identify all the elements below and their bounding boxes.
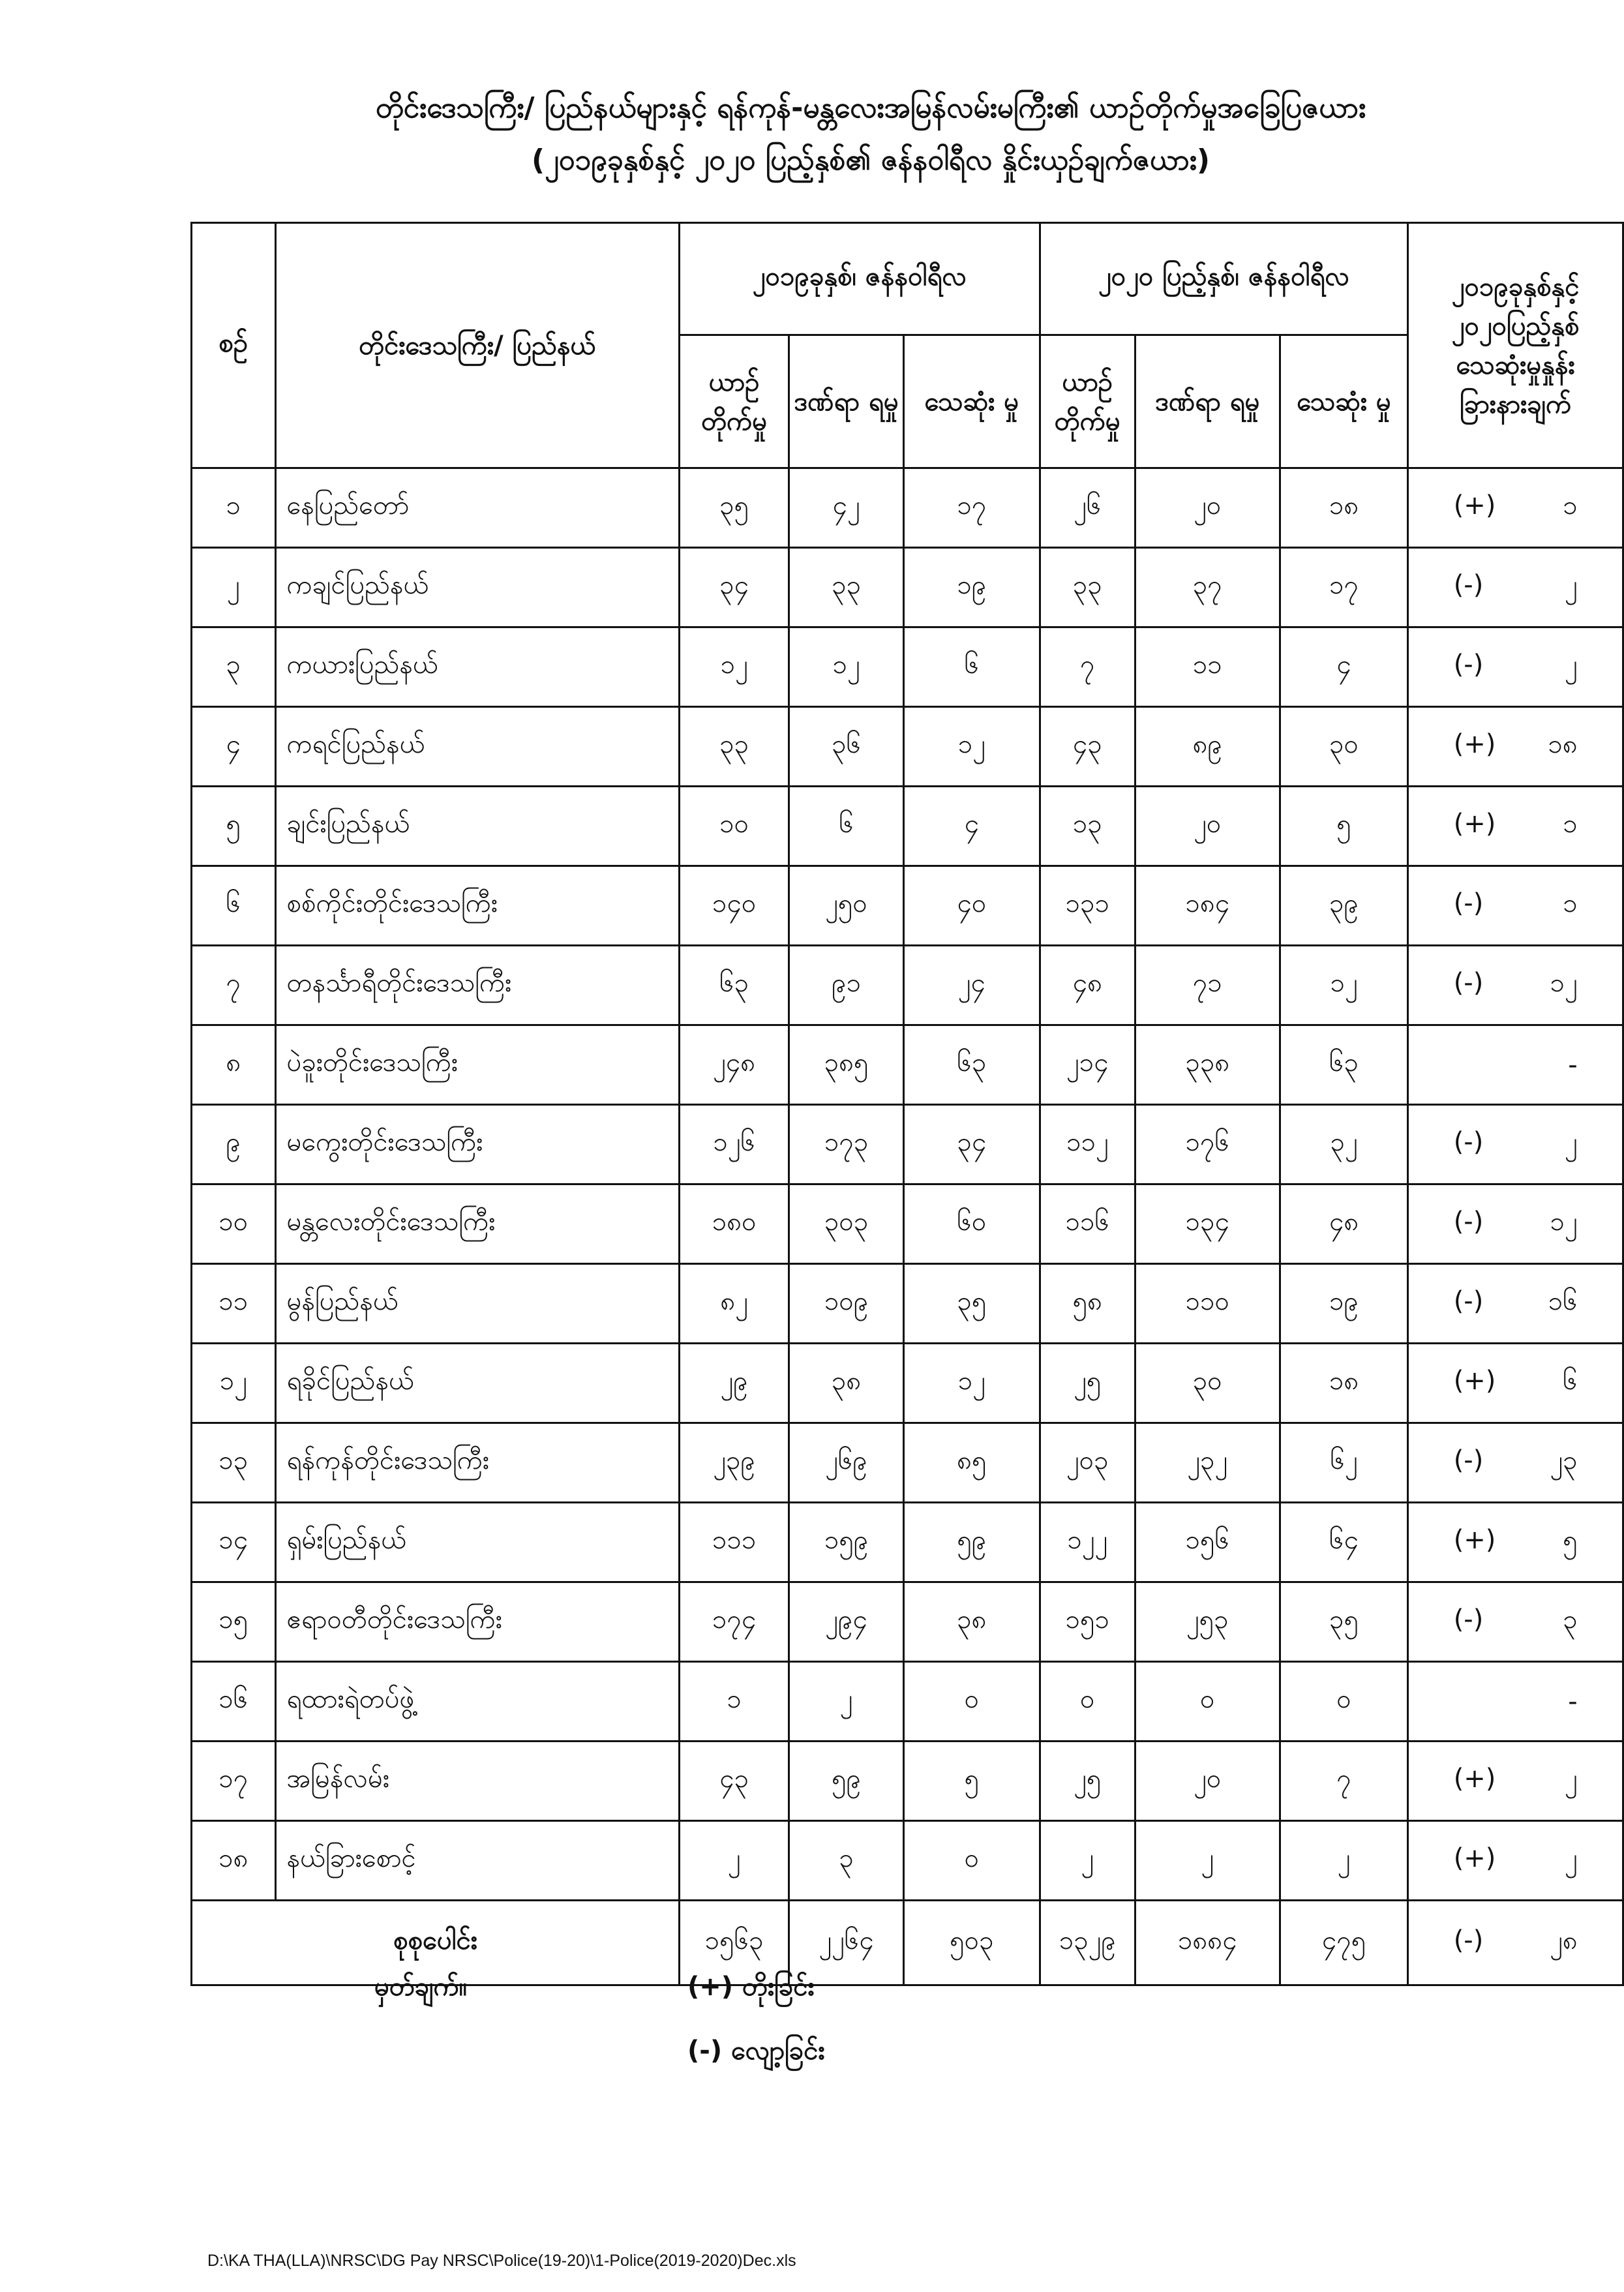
table-row	[192, 1662, 1623, 1742]
row-region-name: ရထားရဲတပ်ဖွဲ့	[275, 1662, 680, 1742]
row-deaths-2019: ၁၉	[903, 548, 1040, 627]
row-difference-sign: (+)	[1453, 809, 1496, 839]
row-difference-sign: (-)	[1453, 968, 1484, 998]
table-row	[192, 1742, 1623, 1821]
row-region-name: မွန်ပြည်နယ်	[275, 1264, 680, 1344]
row-serial: ၁၆	[192, 1662, 276, 1742]
row-difference-value: ၂	[1565, 1764, 1578, 1794]
row-difference-value: ၂	[1565, 570, 1578, 600]
row-region-name: ဧရာဝတီတိုင်းဒေသကြီး	[275, 1582, 680, 1662]
row-deaths-2020: ၃၀	[1280, 707, 1408, 787]
row-injured-2019: ၅၉	[789, 1742, 904, 1821]
row-deaths-2020: ၀	[1280, 1662, 1408, 1742]
row-serial: ၇	[192, 946, 276, 1025]
row-region-name: မကွေးတိုင်းဒေသကြီး	[275, 1105, 680, 1184]
row-deaths-2019: ၄၀	[903, 866, 1040, 946]
row-accidents-2019: ၁၄၀	[680, 866, 789, 946]
table-row	[192, 1344, 1623, 1423]
row-accidents-2019: ၂၃၉	[680, 1423, 789, 1503]
row-injured-2020: ၁၃၄	[1135, 1184, 1280, 1264]
row-accidents-2019: ၁၈၀	[680, 1184, 789, 1264]
row-accidents-2020: ၁၁၂	[1040, 1105, 1135, 1184]
row-injured-2019: ၁၅၉	[789, 1503, 904, 1582]
table-row	[192, 1264, 1623, 1344]
row-accidents-2019: ၃၅	[680, 468, 789, 548]
header-row-1	[192, 223, 1623, 335]
row-injured-2019: ၃၃	[789, 548, 904, 627]
row-deaths-2019: ၀	[903, 1662, 1040, 1742]
row-difference-sign: (-)	[1453, 570, 1484, 600]
row-accidents-2020: ၁၂၂	[1040, 1503, 1135, 1582]
row-injured-2020: ၂၀	[1135, 787, 1280, 866]
row-injured-2020: ၁၈၄	[1135, 866, 1280, 946]
row-serial: ၁၇	[192, 1742, 276, 1821]
file-path-footer: D:\KA THA(LLA)\NRSC\DG Pay NRSC\Police(19-20)\1-Police(2019-2020)Dec.xls	[207, 2252, 796, 2270]
table-body	[192, 468, 1623, 1901]
row-accidents-2019: ၃၄	[680, 548, 789, 627]
row-difference	[1408, 946, 1623, 1025]
row-deaths-2019: ၀	[903, 1821, 1040, 1901]
table-row	[192, 1184, 1623, 1264]
row-deaths-2020: ၄၈	[1280, 1184, 1408, 1264]
row-accidents-2019: ၁၀	[680, 787, 789, 866]
row-region-name: မန္တလေးတိုင်းဒေသကြီး	[275, 1184, 680, 1264]
row-injured-2019: ၃၆	[789, 707, 904, 787]
period-2020-header: ၂၀၂၀ ပြည့်နှစ်၊ ဇန်နဝါရီလ	[1040, 223, 1408, 335]
row-accidents-2019: ၈၂	[680, 1264, 789, 1344]
row-difference-sign: (-)	[1453, 1445, 1484, 1475]
table-row	[192, 1821, 1623, 1901]
row-injured-2019: ၃၈၅	[789, 1025, 904, 1105]
row-difference-sign: (-)	[1453, 1207, 1484, 1237]
row-accidents-2019: ၂၄၈	[680, 1025, 789, 1105]
row-difference-value: ၃	[1563, 1605, 1578, 1635]
row-difference-value: -	[1568, 1049, 1578, 1080]
row-injured-2020: ၂၀	[1135, 468, 1280, 548]
row-accidents-2020: ၁၃၁	[1040, 866, 1135, 946]
row-difference	[1408, 1105, 1623, 1184]
row-difference-value: ၂	[1565, 650, 1578, 680]
row-accidents-2020: ၄၃	[1040, 707, 1135, 787]
row-deaths-2020: ၆၂	[1280, 1423, 1408, 1503]
total-deaths-2019: ၅၀၃	[903, 1901, 1040, 1985]
row-serial: ၃	[192, 627, 276, 707]
row-difference	[1408, 1184, 1623, 1264]
row-accidents-2020: ၂	[1040, 1821, 1135, 1901]
row-accidents-2020: ၀	[1040, 1662, 1135, 1742]
row-region-name: ချင်းပြည်နယ်	[275, 787, 680, 866]
row-serial: ၅	[192, 787, 276, 866]
row-deaths-2019: ၈၅	[903, 1423, 1040, 1503]
row-serial: ၉	[192, 1105, 276, 1184]
row-accidents-2020: ၇	[1040, 627, 1135, 707]
row-region-name: ပဲခူးတိုင်းဒေသကြီး	[275, 1025, 680, 1105]
row-deaths-2020: ၄	[1280, 627, 1408, 707]
row-injured-2019: ၁၇၃	[789, 1105, 904, 1184]
row-accidents-2019: ၁၂	[680, 627, 789, 707]
row-region-name: ကရင်ပြည်နယ်	[275, 707, 680, 787]
row-injured-2019: ၂	[789, 1662, 904, 1742]
row-deaths-2020: ၆၃	[1280, 1025, 1408, 1105]
row-accidents-2019: ၁၁၁	[680, 1503, 789, 1582]
row-serial: ၁၀	[192, 1184, 276, 1264]
table-row	[192, 946, 1623, 1025]
accidents-2019-header: ယာဉ် တိုက်မှု	[680, 335, 789, 468]
row-accidents-2020: ၅၈	[1040, 1264, 1135, 1344]
row-deaths-2019: ၁၂	[903, 707, 1040, 787]
row-difference	[1408, 1264, 1623, 1344]
row-serial: ၁၄	[192, 1503, 276, 1582]
row-difference	[1408, 1582, 1623, 1662]
row-deaths-2020: ၁၈	[1280, 1344, 1408, 1423]
notes-label: မှတ်ချက်။	[374, 1972, 467, 2002]
row-difference	[1408, 1423, 1623, 1503]
row-difference-value: ၁	[1563, 490, 1578, 520]
row-difference-sign: (+)	[1453, 1764, 1496, 1794]
table-row	[192, 866, 1623, 946]
table-row	[192, 1582, 1623, 1662]
row-region-name: နယ်ခြားစောင့်	[275, 1821, 680, 1901]
row-injured-2019: ၁၀၉	[789, 1264, 904, 1344]
total-difference	[1408, 1901, 1623, 1985]
row-injured-2020: ၁၅၆	[1135, 1503, 1280, 1582]
row-accidents-2020: ၂၅	[1040, 1344, 1135, 1423]
row-deaths-2020: ၅	[1280, 787, 1408, 866]
injured-2020-header: ဒဏ်ရာ ရမှု	[1135, 335, 1280, 468]
row-difference-sign: (-)	[1453, 1127, 1484, 1157]
row-injured-2019: ၂၉၄	[789, 1582, 904, 1662]
row-deaths-2019: ၆၀	[903, 1184, 1040, 1264]
row-injured-2019: ၆	[789, 787, 904, 866]
row-region-name: နေပြည်တော်	[275, 468, 680, 548]
row-deaths-2019: ၅	[903, 1742, 1040, 1821]
row-deaths-2020: ၃၉	[1280, 866, 1408, 946]
row-deaths-2019: ၄	[903, 787, 1040, 866]
row-injured-2020: ၀	[1135, 1662, 1280, 1742]
row-deaths-2019: ၁၂	[903, 1344, 1040, 1423]
row-deaths-2020: ၁၂	[1280, 946, 1408, 1025]
row-difference-value: ၁	[1563, 888, 1578, 918]
row-difference-sign: (+)	[1453, 729, 1496, 759]
row-injured-2020: ၁၁	[1135, 627, 1280, 707]
document-subtitle: (၂၀၁၉ခုနှစ်နှင့် ၂၀၂၀ ပြည့်နှစ်၏ ဇန်နဝါရီလ နှိုင်းယှဉ်ချက်ဇယား)	[531, 143, 1210, 177]
row-accidents-2020: ၁၃	[1040, 787, 1135, 866]
injured-2019-header: ဒဏ်ရာ ရမှု	[789, 335, 904, 468]
row-difference-sign: (+)	[1453, 490, 1496, 520]
row-region-name: ရန်ကုန်တိုင်းဒေသကြီး	[275, 1423, 680, 1503]
row-injured-2020: ၂၅၃	[1135, 1582, 1280, 1662]
row-difference	[1408, 1503, 1623, 1582]
row-deaths-2019: ၁၇	[903, 468, 1040, 548]
note-increase: (+) တိုးခြင်း	[687, 1972, 815, 2002]
row-deaths-2020: ၃၂	[1280, 1105, 1408, 1184]
row-accidents-2019: ၄၃	[680, 1742, 789, 1821]
row-deaths-2019: ၆	[903, 627, 1040, 707]
row-difference	[1408, 1344, 1623, 1423]
total-injured-2020: ၁၈၈၄	[1135, 1901, 1280, 1985]
row-serial: ၈	[192, 1025, 276, 1105]
row-injured-2020: ၈၉	[1135, 707, 1280, 787]
row-accidents-2019: ၁၇၄	[680, 1582, 789, 1662]
table-row	[192, 1503, 1623, 1582]
total-difference-sign: (-)	[1453, 1925, 1484, 1955]
row-accidents-2020: ၄၈	[1040, 946, 1135, 1025]
row-injured-2020: ၂၃၂	[1135, 1423, 1280, 1503]
row-deaths-2019: ၃၈	[903, 1582, 1040, 1662]
total-accidents-2020: ၁၃၂၉	[1040, 1901, 1135, 1985]
row-injured-2019: ၂၅၀	[789, 866, 904, 946]
row-injured-2020: ၁၁၀	[1135, 1264, 1280, 1344]
total-label: စုစုပေါင်း	[192, 1901, 680, 1985]
row-serial: ၁၅	[192, 1582, 276, 1662]
note-decrease: (-) လျော့ခြင်း	[687, 2036, 825, 2066]
row-accidents-2020: ၁၁၆	[1040, 1184, 1135, 1264]
row-difference-value: ၂	[1565, 1843, 1578, 1873]
table-row	[192, 707, 1623, 787]
table-row	[192, 787, 1623, 866]
row-accidents-2020: ၃၃	[1040, 548, 1135, 627]
row-region-name: တနင်္သာရီတိုင်းဒေသကြီး	[275, 946, 680, 1025]
row-injured-2020: ၂၀	[1135, 1742, 1280, 1821]
row-serial: ၁၂	[192, 1344, 276, 1423]
row-deaths-2019: ၃၅	[903, 1264, 1040, 1344]
row-serial: ၂	[192, 548, 276, 627]
row-accidents-2020: ၁၅၁	[1040, 1582, 1135, 1662]
table-row	[192, 548, 1623, 627]
row-difference-sign: (+)	[1453, 1366, 1496, 1396]
row-region-name: ကယားပြည်နယ်	[275, 627, 680, 707]
row-injured-2019: ၃၀၃	[789, 1184, 904, 1264]
row-accidents-2020: ၂၀၃	[1040, 1423, 1135, 1503]
row-accidents-2019: ၂၉	[680, 1344, 789, 1423]
row-region-name: ရှမ်းပြည်နယ်	[275, 1503, 680, 1582]
row-serial: ၄	[192, 707, 276, 787]
row-difference-sign: (+)	[1453, 1525, 1496, 1555]
row-injured-2020: ၃၃၈	[1135, 1025, 1280, 1105]
row-difference-value: ၁၈	[1548, 729, 1578, 759]
total-difference-value: ၂၈	[1550, 1925, 1578, 1955]
deaths-2020-header: သေဆုံး မှု	[1280, 335, 1408, 468]
row-serial: ၁၃	[192, 1423, 276, 1503]
row-difference-value: ၆	[1563, 1366, 1578, 1396]
row-difference-value: ၁၂	[1550, 968, 1578, 998]
row-injured-2019: ၉၁	[789, 946, 904, 1025]
row-region-name: စစ်ကိုင်းတိုင်းဒေသကြီး	[275, 866, 680, 946]
deaths-2019-header: သေဆုံး မှု	[903, 335, 1040, 468]
row-difference	[1408, 787, 1623, 866]
row-accidents-2019: ၆၃	[680, 946, 789, 1025]
row-difference-sign: (-)	[1453, 1605, 1484, 1635]
row-difference-value: ၁	[1563, 809, 1578, 839]
row-difference	[1408, 468, 1623, 548]
row-injured-2019: ၂၆၉	[789, 1423, 904, 1503]
table-row	[192, 468, 1623, 548]
row-deaths-2020: ၁၇	[1280, 548, 1408, 627]
row-injured-2019: ၃	[789, 1821, 904, 1901]
row-difference	[1408, 1662, 1623, 1742]
table-row	[192, 1025, 1623, 1105]
row-difference	[1408, 707, 1623, 787]
row-difference	[1408, 1821, 1623, 1901]
table-row	[192, 1423, 1623, 1503]
row-serial: ၁၈	[192, 1821, 276, 1901]
row-difference-value: ၂၃	[1550, 1445, 1578, 1475]
serial-header: စဉ်	[192, 223, 276, 468]
row-difference	[1408, 866, 1623, 946]
table-row	[192, 1105, 1623, 1184]
comparison-header: ၂၀၁၉ခုနှစ်နှင့် ၂၀၂၀ပြည့်နှစ် သေဆုံးမှုနှုန်း ခြားနားချက်	[1408, 223, 1623, 468]
row-deaths-2019: ၃၄	[903, 1105, 1040, 1184]
row-injured-2020: ၁၇၆	[1135, 1105, 1280, 1184]
row-injured-2020: ၂	[1135, 1821, 1280, 1901]
row-accidents-2019: ၁	[680, 1662, 789, 1742]
document-title: တိုင်းဒေသကြီး/ ပြည်နယ်များနှင့် ရန်ကုန်-မန္တလေးအမြန်လမ်းမကြီး၏ ယာဉ်တိုက်မှုအခြေပြဇယား	[375, 91, 1366, 125]
row-difference-value: -	[1568, 1686, 1578, 1717]
row-serial: ၆	[192, 866, 276, 946]
row-injured-2020: ၃၇	[1135, 548, 1280, 627]
row-injured-2020: ၇၁	[1135, 946, 1280, 1025]
row-deaths-2020: ၃၅	[1280, 1582, 1408, 1662]
row-difference-value: ၅	[1563, 1525, 1578, 1555]
row-region-name: ရခိုင်ပြည်နယ်	[275, 1344, 680, 1423]
row-deaths-2019: ၆၃	[903, 1025, 1040, 1105]
row-difference	[1408, 627, 1623, 707]
row-deaths-2020: ၆၄	[1280, 1503, 1408, 1582]
row-injured-2019: ၃၈	[789, 1344, 904, 1423]
row-difference-sign: (-)	[1453, 888, 1484, 918]
row-difference	[1408, 548, 1623, 627]
row-accidents-2019: ၃၃	[680, 707, 789, 787]
row-accidents-2020: ၂၅	[1040, 1742, 1135, 1821]
row-difference-sign: (-)	[1453, 650, 1484, 680]
total-accidents-2019: ၁၅၆၃	[680, 1901, 789, 1985]
region-header: တိုင်းဒေသကြီး/ ပြည်နယ်	[275, 223, 680, 468]
row-deaths-2020: ၇	[1280, 1742, 1408, 1821]
row-difference	[1408, 1742, 1623, 1821]
table-row	[192, 627, 1623, 707]
accident-comparison-table	[190, 222, 1624, 1986]
total-injured-2019: ၂၂၆၄	[789, 1901, 904, 1985]
row-accidents-2019: ၂	[680, 1821, 789, 1901]
row-accidents-2020: ၂၁၄	[1040, 1025, 1135, 1105]
period-2019-header: ၂၀၁၉ခုနှစ်၊ ဇန်နဝါရီလ	[680, 223, 1040, 335]
row-difference-sign: (-)	[1453, 1286, 1484, 1316]
row-injured-2019: ၄၂	[789, 468, 904, 548]
row-serial: ၁၁	[192, 1264, 276, 1344]
row-injured-2019: ၁၂	[789, 627, 904, 707]
row-difference-value: ၁၂	[1550, 1207, 1578, 1237]
row-deaths-2020: ၂	[1280, 1821, 1408, 1901]
row-deaths-2020: ၁၉	[1280, 1264, 1408, 1344]
row-difference	[1408, 1025, 1623, 1105]
row-accidents-2019: ၁၂၆	[680, 1105, 789, 1184]
row-difference-value: ၁၆	[1548, 1286, 1578, 1316]
total-deaths-2020: ၄၇၅	[1280, 1901, 1408, 1985]
row-deaths-2019: ၂၄	[903, 946, 1040, 1025]
row-deaths-2019: ၅၉	[903, 1503, 1040, 1582]
row-region-name: ကချင်ပြည်နယ်	[275, 548, 680, 627]
accidents-2020-header: ယာဉ် တိုက်မှု	[1040, 335, 1135, 468]
row-difference-sign: (+)	[1453, 1843, 1496, 1873]
row-difference-value: ၂	[1565, 1127, 1578, 1157]
row-region-name: အမြန်လမ်း	[275, 1742, 680, 1821]
row-injured-2020: ၃၀	[1135, 1344, 1280, 1423]
row-deaths-2020: ၁၈	[1280, 468, 1408, 548]
row-accidents-2020: ၂၆	[1040, 468, 1135, 548]
row-serial: ၁	[192, 468, 276, 548]
